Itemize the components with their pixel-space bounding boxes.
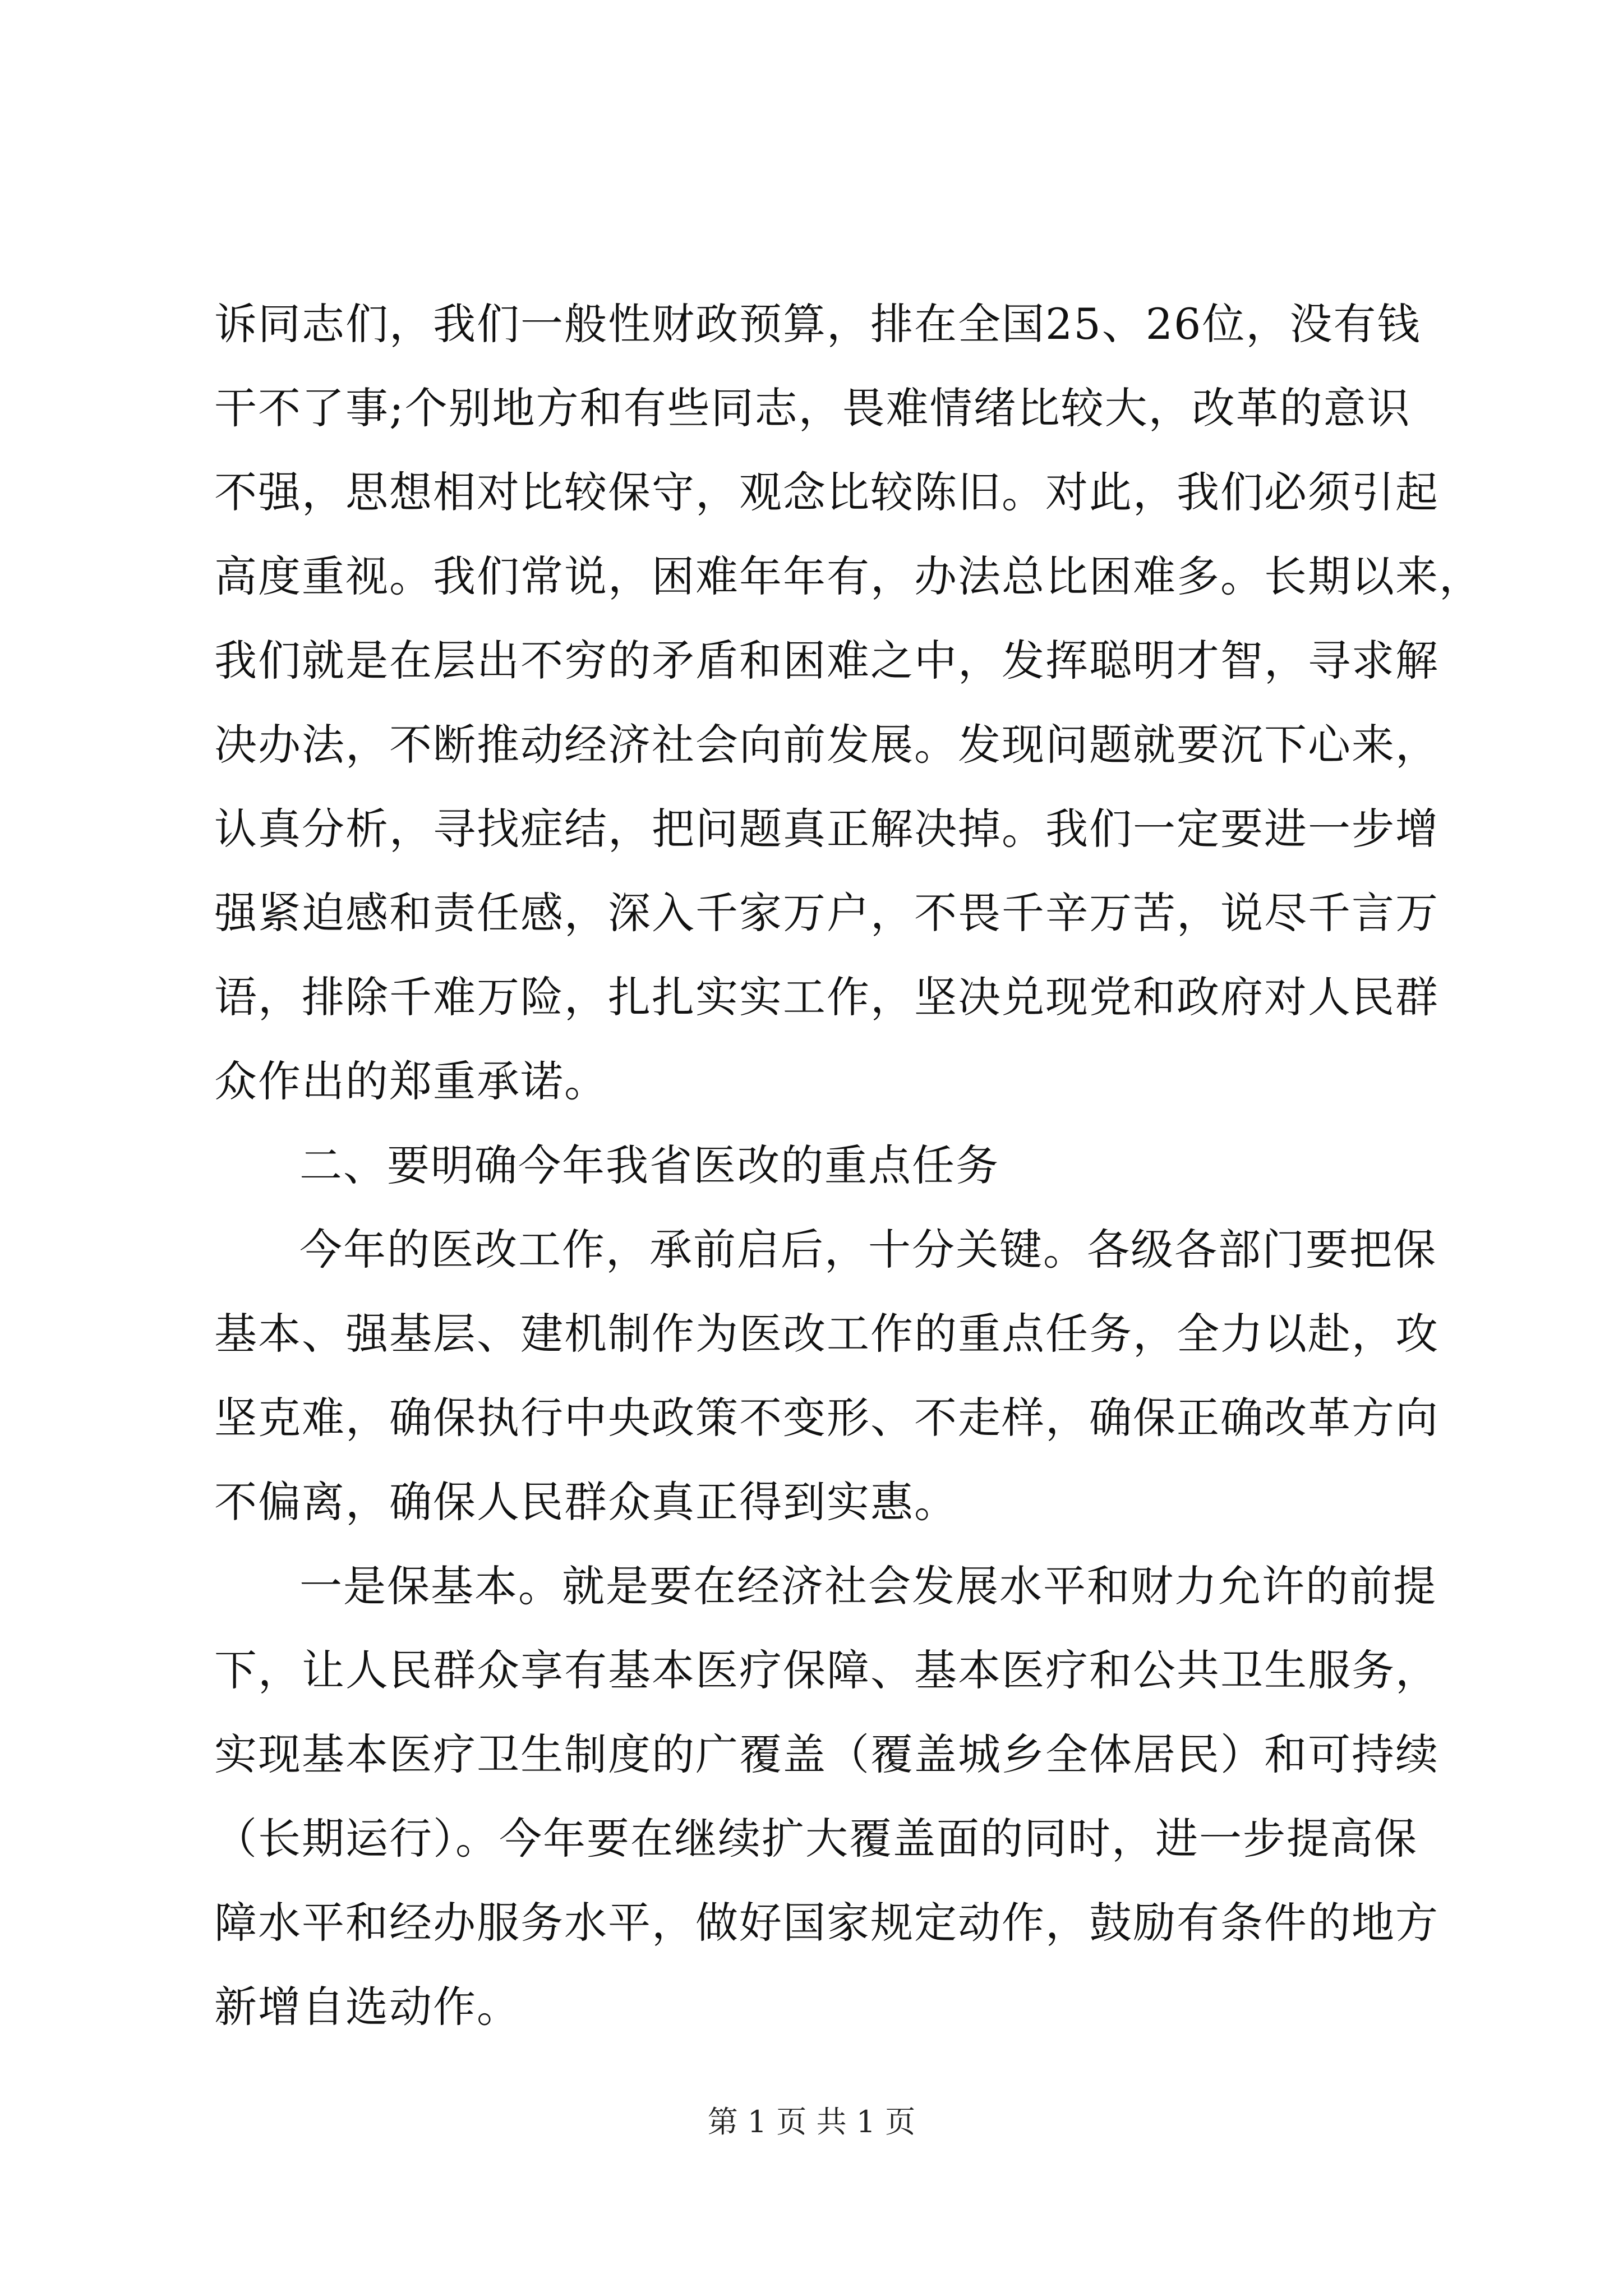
- page-number-footer: 第 1 页 共 1 页: [707, 2104, 916, 2139]
- text-line: 我们就是在层出不穷的矛盾和困难之中，发挥聪明才智，寻求解: [214, 636, 1439, 685]
- text-line: 下，让人民群众享有基本医疗保障、基本医疗和公共卫生服务，: [214, 1645, 1439, 1695]
- text-line: 不强，思想相对比较保守，观念比较陈旧。对此，我们必须引起: [214, 467, 1439, 517]
- text-line: 众作出的郑重承诺。: [214, 1056, 608, 1106]
- text-line: 语，排除千难万险，扎扎实实工作，坚决兑现党和政府对人民群: [214, 972, 1439, 1022]
- text-line: 新增自选动作。: [214, 1982, 520, 2032]
- text-line: 高度重视。我们常说，困难年年有，办法总比困难多。长期以来，: [214, 551, 1483, 601]
- text-line: 决办法，不断推动经济社会向前发展。发现问题就要沉下心来，: [214, 720, 1439, 770]
- text-line: 基本、强基层、建机制作为医改工作的重点任务，全力以赴，攻: [214, 1309, 1439, 1359]
- text-line: 干不了事;个别地方和有些同志，畏难情绪比较大，改革的意识: [214, 383, 1411, 433]
- text-line: 不偏离，确保人民群众真正得到实惠。: [214, 1477, 958, 1527]
- text-line: 坚克难，确保执行中央政策不变形、不走样，确保正确改革方向: [214, 1393, 1439, 1443]
- text-line: 诉同志们，我们一般性财政预算，排在全国25、26位，没有钱: [214, 299, 1421, 349]
- text-line: 实现基本医疗卫生制度的广覆盖（覆盖城乡全体居民）和可持续: [214, 1729, 1439, 1779]
- text-line: 认真分析，寻找症结，把问题真正解决掉。我们一定要进一步增: [214, 804, 1439, 854]
- text-line: 今年的医改工作，承前启后，十分关键。各级各部门要把保: [299, 1225, 1437, 1274]
- text-line: 一是保基本。就是要在经济社会发展水平和财力允许的前提: [299, 1561, 1437, 1611]
- text-line: 障水平和经办服务水平，做好国家规定动作，鼓励有条件的地方: [214, 1898, 1439, 1948]
- section-heading: 二、要明确今年我省医改的重点任务: [299, 1140, 999, 1190]
- text-line: 强紧迫感和责任感，深入千家万户，不畏千辛万苦，说尽千言万: [214, 888, 1439, 938]
- text-line: （长期运行）。今年要在继续扩大覆盖面的同时，进一步提高保: [214, 1814, 1418, 1864]
